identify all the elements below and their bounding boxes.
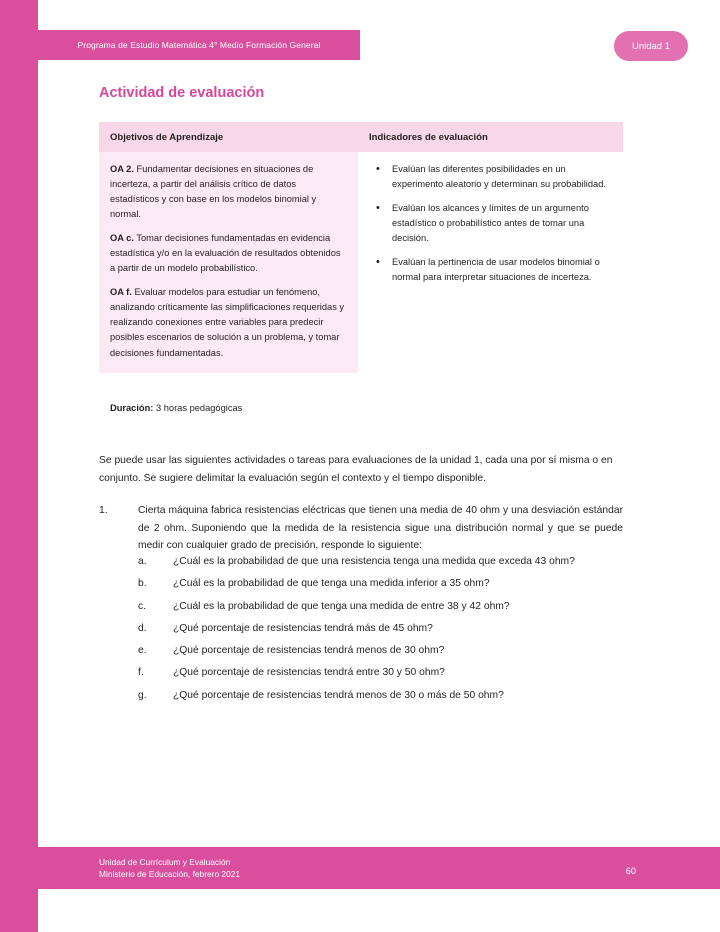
footer-credits xyxy=(99,856,240,880)
objective-code: OA c. xyxy=(110,233,134,244)
subitem-text: ¿Cuál es la probabilidad de que una resistencia tenga una medida que exceda 43 ohm? xyxy=(173,556,575,567)
left-accent-bar xyxy=(0,0,38,932)
list-item xyxy=(138,557,618,579)
page-title: Actividad de evaluación xyxy=(99,85,265,101)
objective-text: Evaluar modelos para estudiar un fenómeno, analizando críticamente las simplificaciones requeridas y realizando conexiones entre variables para predecir posibles escenarios de solución a un problema, y tomar decisiones fundamentadas. xyxy=(110,287,345,358)
list-item xyxy=(138,624,618,646)
subitem-text: ¿Qué porcentaje de resistencias tendrá menos de 30 ohm? xyxy=(173,645,445,657)
objective-item xyxy=(110,285,346,360)
subitem-letter: g. xyxy=(138,689,147,701)
subitem-letter: d. xyxy=(138,622,147,634)
objective-code: OA 2. xyxy=(110,164,134,174)
list-item: • Evalúan los alcances y límites de un argumento estadístico o probabilístico antes de tomar una decisión. xyxy=(372,201,617,246)
objective-text: Tomar decisiones fundamentadas en evidencia estadística y/o en la evaluación de resultados obtenidos a partir de un modelo probabilístico. xyxy=(110,233,341,274)
subitem-text: ¿Qué porcentaje de resistencias tendrá menos de 30 o más de 50 ohm? xyxy=(173,689,504,701)
activity-item-1 xyxy=(99,502,623,555)
subitem-letter: f. xyxy=(138,667,144,679)
activity-statement: Cierta máquina fabrica resistencias eléctricas que tienen una media de 40 ohm y una desviación estándar de 2 ohm. Suponiendo que la medida de la resistencia sigue una distribución normal y que se puede medir con cualquier grado de precisión, responde lo siguiente: xyxy=(138,505,623,552)
subitem-letter: a. xyxy=(138,556,147,567)
footer-line-2: Ministerio de Educación, febrero 2021 xyxy=(99,868,241,879)
intro-paragraph: Se puede usar las siguientes actividades o tareas para evaluaciones de la unidad 1, cada una por sí misma o en conjunto. Se sugiere delimitar la evaluación según el contexto y el tiempo disponible. xyxy=(99,455,613,484)
activity-subitems xyxy=(138,557,618,713)
unit-badge xyxy=(614,31,688,61)
list-item xyxy=(138,691,618,713)
page-number: 60 xyxy=(625,866,636,876)
list-item: • Evalúan las diferentes posibilidades en un experimento aleatorio y determinan su probabilidad. xyxy=(372,162,617,192)
objective-text: Fundamentar decisiones en situaciones de incerteza, a partir del análisis crítico de datos estadísticos y con base en los modelos binomial y normal. xyxy=(110,164,317,220)
header-banner-text: Programa de Estudio Matemática 4° Medio Formación General xyxy=(77,40,321,50)
table-header-indicadores: Indicadores de evaluación xyxy=(369,131,488,143)
subitem-letter: e. xyxy=(138,645,147,657)
list-item xyxy=(138,579,618,601)
unit-badge-label: Unidad 1 xyxy=(631,40,671,52)
list-item xyxy=(138,668,618,690)
objective-code: OA f. xyxy=(110,287,132,298)
header-banner xyxy=(38,30,360,60)
indicators-cell xyxy=(358,152,623,373)
subitem-text: ¿Qué porcentaje de resistencias tendrá más de 45 ohm? xyxy=(173,622,433,634)
duration-label: Duración: xyxy=(110,403,154,413)
objectives-cell xyxy=(99,152,358,373)
table-header-objetivos: Objetivos de Aprendizaje xyxy=(110,131,224,143)
objective-item xyxy=(110,231,346,276)
subitem-text: ¿Cuál es la probabilidad de que tenga una medida inferior a 35 ohm? xyxy=(173,578,490,590)
footer-line-1: Unidad de Currículum y Evaluación xyxy=(99,856,231,867)
subitem-text: ¿Qué porcentaje de resistencias tendrá entre 30 y 50 ohm? xyxy=(173,667,445,679)
activity-number: 1. xyxy=(99,505,108,516)
table-header-row xyxy=(99,122,623,152)
duration-value: 3 horas pedagógicas xyxy=(153,403,243,413)
list-item: • Evalúan la pertinencia de usar modelos binomial o normal para interpretar situaciones de incerteza. xyxy=(372,255,617,285)
subitem-text: ¿Cuál es la probabilidad de que tenga una medida de entre 38 y 42 ohm? xyxy=(173,600,510,612)
table-body-row xyxy=(99,152,623,373)
indicators-list xyxy=(372,162,617,285)
duration-line xyxy=(110,403,242,413)
subitem-letter: c. xyxy=(138,600,147,612)
list-item xyxy=(138,646,618,668)
objectives-table xyxy=(99,122,623,373)
objective-item xyxy=(110,162,346,222)
list-item xyxy=(138,602,618,624)
subitem-letter: b. xyxy=(138,578,147,590)
